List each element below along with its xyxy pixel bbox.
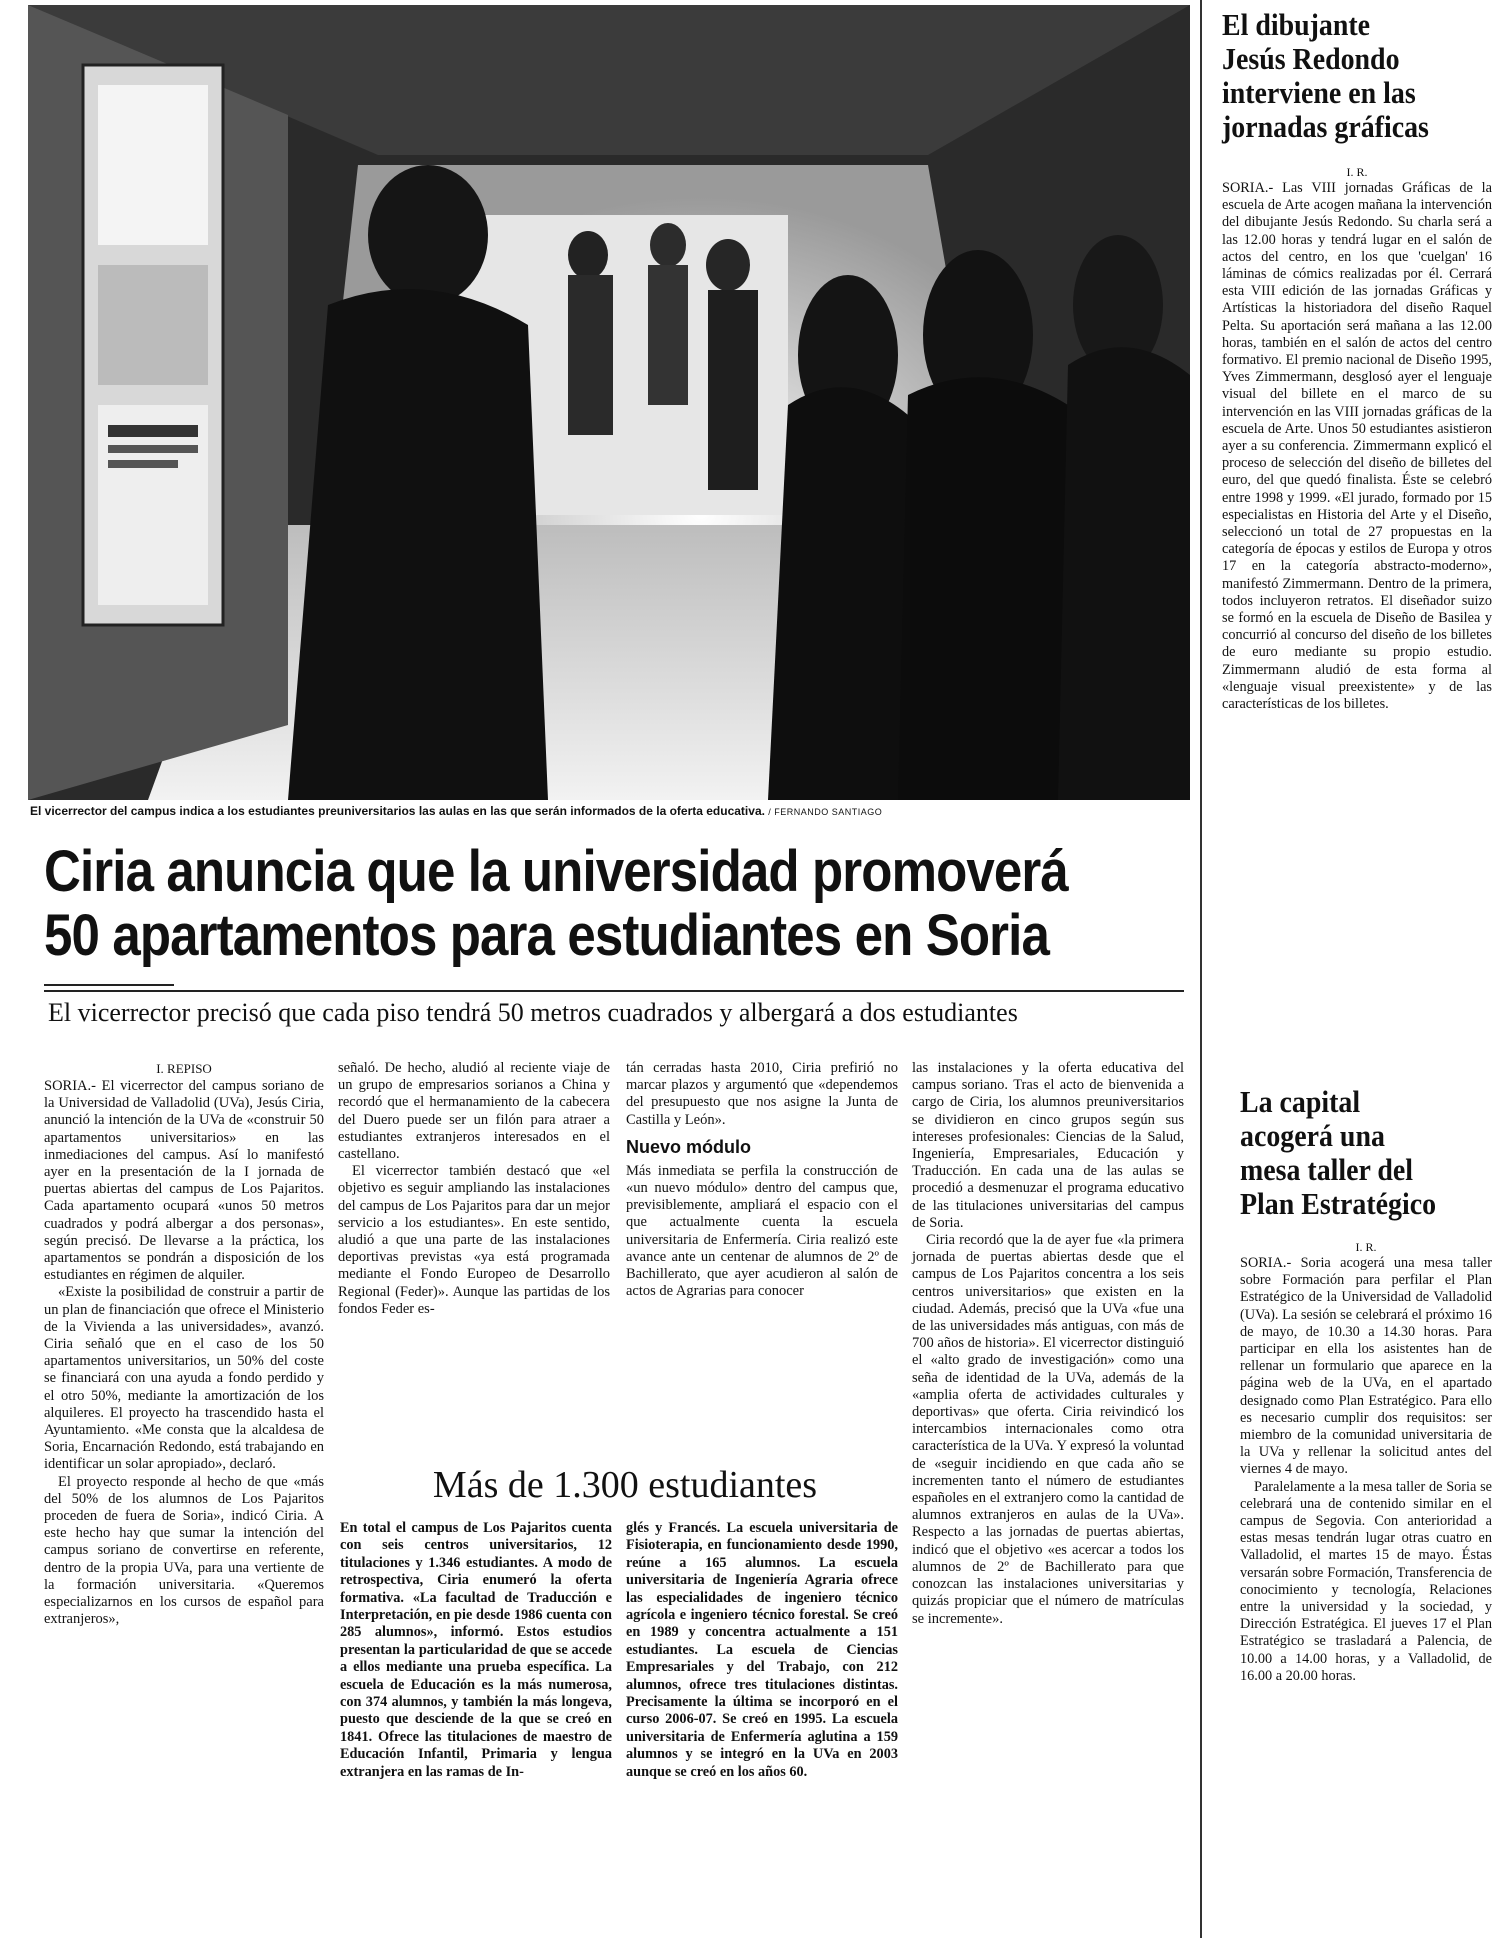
headline-line-1: Ciria anuncia que la universidad promoverá <box>44 839 1068 904</box>
paragraph: señaló. De hecho, aludió al reciente viaje de un grupo de empresarios sorianos a China y recordó que el hermanamiento de la cabecera del Duero puede ser un filón para atraer a estudiantes extranjeros interesados en el castellano. <box>338 1060 610 1163</box>
paragraph: las instalaciones y la oferta educativa del campus soriano. Tras el acto de bienvenida a cargo de Ciria, los alumnos preuniversitarios se dividieron en cinco grupos según sus intereses profesionales: Ciencias de la Salud, Ingeniería, Empresariales, Educación y Traducción. En cada una de las aulas se procedió a desmenuzar el programa educativo de las titulaciones universitarias del campus de Soria. <box>912 1060 1184 1231</box>
main-headline <box>44 839 1068 968</box>
byline: I. R. <box>1355 1240 1377 1254</box>
article-column-4 <box>912 1060 1184 1628</box>
headline-line: Jesús Redondo <box>1222 41 1400 76</box>
headline-line: Plan Estratégico <box>1240 1186 1437 1221</box>
story-2-headline <box>1240 1085 1467 1221</box>
sidebar-story-2 <box>1240 1085 1492 1685</box>
story-1-headline <box>1222 8 1465 144</box>
photo-credit: / FERNANDO SANTIAGO <box>768 807 883 817</box>
article-column-1 <box>44 1060 324 1629</box>
headline-line: La capital <box>1240 1084 1361 1119</box>
divider <box>44 984 174 986</box>
photo-students-hallway-icon <box>28 5 1190 800</box>
sidebar-story-1 <box>1222 8 1492 713</box>
paragraph: El proyecto responde al hecho de que «más del 50% de los alumnos de Los Pajaritos proceden de fuera de Soria», indicó Ciria. A este hecho hay que sumar la intención del campus soriano de convertirse en referente, dentro de la propia UVa, para una vertiente de la formación universitaria. «Queremos especializarnos en los cursos de español para extranjeros», <box>44 1473 324 1628</box>
paragraph: glés y Francés. La escuela universitaria de Fisioterapia, en funcionamiento desde 1990, reúne a 165 alumnos. La escuela universitaria de Ingeniería Agraria ofrece las especialidades de ingeniero técnico agrícola e ingeniero técnico forestal. Se creó en 1989 y concentra actualmente a 151 estudiantes. La escuela de Ciencias Empresariales y del Trabajo, con 212 alumnos, ofrece tres titulaciones distintas. Precisamente la última se incorporó en el curso 2006-07. Se creó en 1995. La escuela universitaria de Enfermería aglutina a 159 alumnos y se integró en la UVa en 2003 aunque se creó en los años 60. <box>626 1520 898 1780</box>
divider <box>44 990 1184 992</box>
paragraph: El vicerrector también destacó que «el objetivo es seguir ampliando las instalaciones del campus de Los Pajaritos para dar un mejor servicio a los estudiantes». En este sentido, aludió a que una parte de las instalaciones deportivas previstas «ya está programada mediante el Fondo Europeo de Desarrollo Regional (Feder)». Aunque las partidas de los fondos Feder es- <box>338 1163 610 1317</box>
paragraph: tán cerradas hasta 2010, Ciria prefirió no marcar plazos y argumentó que «dependemos del presupuesto que nos asigne la Junta de Castilla y León». <box>626 1060 898 1128</box>
byline: I. REPISO <box>156 1061 212 1076</box>
story-2-body <box>1240 1255 1492 1685</box>
column-divider <box>1200 0 1202 1938</box>
paragraph: «Existe la posibilidad de construir a partir de un plan de financiación que ofrece el Ministerio de la Vivienda a las universidades», avanzó. Ciria señaló que en el caso de los 50 apartamentos universitarios, un 50% del coste se financiará con una ayuda a fondo perdido y el otro 50%, mediante la amortización de los alquileres. El proyecto ha trascendido hasta el Ayuntamiento. «Me consta que la alcaldesa de Soria, Encarnación Redondo, está trabajando en identificar un solar apropiado», declaró. <box>44 1284 324 1473</box>
box-title: Más de 1.300 estudiantes <box>432 1464 818 1506</box>
article-column-3 <box>626 1060 898 1300</box>
caption-text: El vicerrector del campus indica a los estudiantes preuniversitarios las aulas en las que serán informados de la oferta educativa. <box>30 804 765 818</box>
story-1-body <box>1222 180 1492 713</box>
paragraph: Ciria recordó que la de ayer fue «la primera jornada de puertas abiertas desde que el campus de Los Pajaritos concentra a los seis centros universitarios» que existen en la ciudad. Además, precisó que la UVa «fue una de las universidades más antiguas, con más de 700 años de historia». El vicerrector distinguió el «alto grado de investigación» como una seña de identidad de la UVa, además de la «amplia oferta de actividades culturales y deportivas» que oferta. Ciria reivindicó los intercambios internacionales como otra característica de la UVa. Y expresó la voluntad de «seguir incidiendo en que cada año se incrementen tanto el número de estudiantes españoles en el extranjero como la cantidad de alumnos extranjeros en aulas de la UVa». Respecto a las jornadas de puertas abiertas, indicó que el objetivo «es acercar a todos los alumnos de 2º de Bachillerato para que conozcan las instalaciones universitarias y quizás propiciar que el número de matrículas se incremente». <box>912 1232 1184 1627</box>
crosshead: Nuevo módulo <box>626 1136 751 1157</box>
paragraph: Más inmediata se perfila la construcción de «un nuevo módulo» dentro del campus que, previsiblemente, ampliará el espacio con el que actualmente cuenta la escuela universitaria de Enfermería. Ciria realizó este avance ante un centenar de alumnos de 2º de Bachillerato, que ayer acudieron al salón de actos de Agrarias para conocer <box>626 1162 898 1300</box>
headline-line: interviene en las <box>1222 75 1416 110</box>
subheadline: El vicerrector precisó que cada piso tendrá 50 metros cuadrados y albergará a dos estudiantes <box>48 998 1018 1027</box>
paragraph: En total el campus de Los Pajaritos cuenta con seis centros universitarios, 12 titulaciones y 1.346 estudiantes. A modo de retrospectiva, Ciria enumeró la oferta formativa. «La facultad de Traducción e Interpretación, en pie desde 1986 cuenta con 285 alumnos», informó. Estos estudios presentan la particularidad de que se accede a ellos mediante una prueba específica. La escuela de Educación es la más numerosa, con 374 alumnos, y también la más longeva, puesto que desciende de la que se creó en 1841. Ofrece las titulaciones de maestro de Educación Infantil, Primaria y lengua extranjera en las ramas de In- <box>340 1520 612 1780</box>
headline-line-2: 50 apartamentos para estudiantes en Soria <box>44 903 1049 968</box>
paragraph: SORIA.- Soria acogerá una mesa taller sobre Formación para perfilar el Plan Estratégico de la Universidad de Valladolid (UVa). La sesión se celebrará el próximo 16 de mayo, de 10.30 a 14.30 horas. Para participar en ella los asistentes han de rellenar un formulario que aparece en la página web de la UVa, en el apartado designado como Plan Estratégico. Para ello es necesario cumplir dos requisitos: ser miembro de la comunidad universitaria de la UVa y rellenar la solicitud antes del viernes 4 de mayo. <box>1240 1255 1492 1478</box>
headline-line: mesa taller del <box>1240 1152 1414 1187</box>
article-column-2 <box>338 1060 610 1318</box>
paragraph: SORIA.- El vicerrector del campus soriano de la Universidad de Valladolid (UVa), Jesús Ciria, anunció la intención de la UVa de «construir 50 apartamentos universitarios» en las inmediaciones del campus. Así lo manifestó ayer en la presentación de la I jornada de puertas abiertas del campus de Los Pajaritos. Cada apartamento ocupará «unos 50 metros cuadrados y podrá albergar a dos personas», según precisó. De llevarse a la práctica, los apartamentos se pondrán a disposición de los estudiantes en régimen de alquiler. <box>44 1078 324 1284</box>
box-column-1 <box>340 1520 612 1781</box>
headline-line: jornadas gráficas <box>1222 109 1429 144</box>
headline-line: acogerá una <box>1240 1118 1385 1153</box>
box-column-2 <box>626 1520 898 1781</box>
news-photo <box>28 5 1190 800</box>
headline-line: El dibujante <box>1222 7 1371 42</box>
photo-caption <box>30 803 1190 820</box>
paragraph: SORIA.- Las VIII jornadas Gráficas de la escuela de Arte acogen mañana la intervención del dibujante Jesús Redondo. Su charla será a las 12.00 horas y tendrá lugar en el salón de actos del centro, en los que 'cuelgan' 16 láminas de cómics realizadas por él. Cerrará esta VIII edición de las jornadas Gráficas y Artísticas la historiadora del diseño Raquel Pelta. Su aportación será mañana a las 12.00 horas, también en el salón de actos del centro formativo. El premio nacional de Diseño 1995, Yves Zimmermann, desglosó ayer el lenguaje visual del billete en el marco de su intervención en las VIII jornadas gráficas de la escuela de Arte. Unos 50 estudiantes asistieron ayer a su conferencia. Zimmermann explicó el proceso de selección del diseño de billetes del euro, del que quedó finalista. Éste se celebró entre 1998 y 1999. «El jurado, formado por 15 especialistas en Historia del Arte y el Diseño, seleccionó un total de 27 propuestas en la categoría de épocas y estilos de Europa y otros 17 en la categoría abstracto-moderno», manifestó Zimmermann. Dentro de la primera, todos incluyeron retratos. El diseñador suizo se formó en la escuela de Diseño de Basilea y concurrió al concurso del diseño de los billetes de euro mediante su propio estudio. Zimmermann aludió de esta forma al «lenguaje visual preexistente» y de las características de los billetes. <box>1222 180 1492 713</box>
byline: I. R. <box>1346 165 1368 179</box>
paragraph: Paralelamente a la mesa taller de Soria se celebrará una de contenido similar en el campus de Segovia. Con anterioridad a estas mesas tendrán lugar otras cuatro en Valladolid, el martes 15 de mayo. Éstas versarán sobre Formación, Transferencia de conocimiento y tecnología, Relaciones entre la universidad y la sociedad, y Dirección Estratégica. El jueves 17 el Plan Estratégico se trasladará a Palencia, de 10.00 a 14.00 horas, y a Valladolid, de 16.00 a 20.00 horas. <box>1240 1478 1492 1684</box>
